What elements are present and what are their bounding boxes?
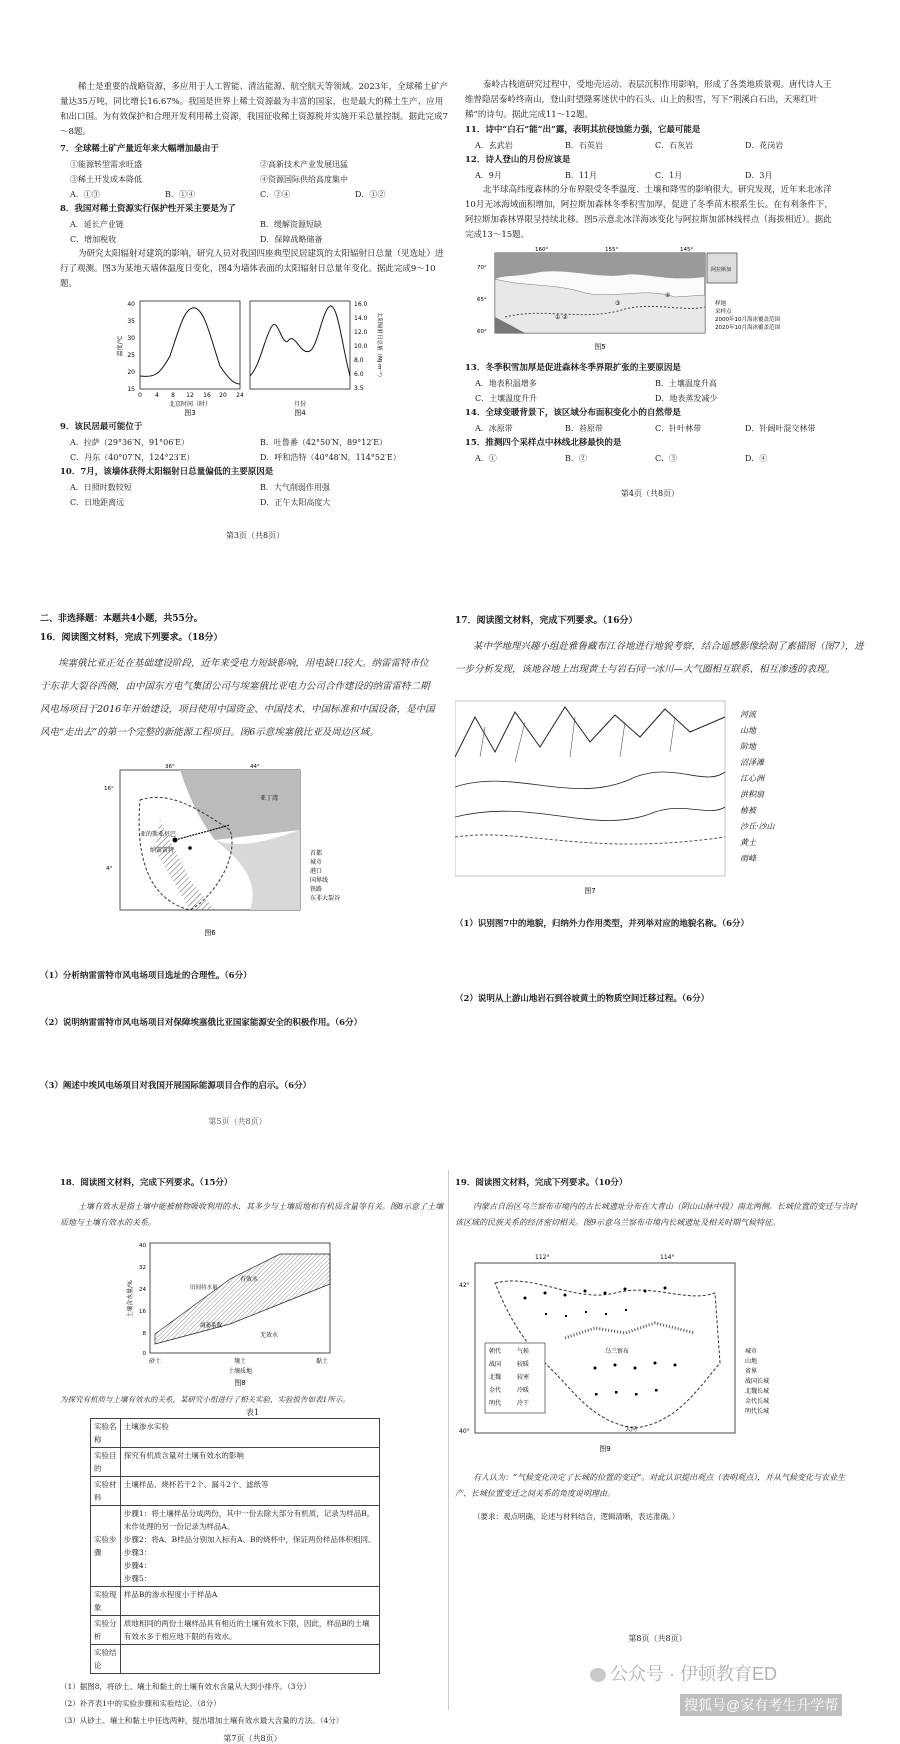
svg-text:气候: 气候 [517,1348,530,1355]
q10-options: A．日照时数较短 B．大气削弱作用强 C．日地距离远 D．正午太阳高度大 [70,483,331,507]
question-9: 9．该民居最可能位于 [60,422,143,432]
page-8 [455,1160,860,1726]
svg-text:24: 24 [139,1287,146,1293]
question-18: 18．阅读图文材料，完成下列要求。（15分） [60,1178,233,1188]
svg-text:图4: 图4 [294,409,306,416]
svg-text:金代长城: 金代长城 [745,1398,770,1405]
page-4 [465,0,835,580]
svg-text:24: 24 [236,392,244,399]
svg-text:江心洲: 江心洲 [740,773,764,783]
figure-7-sketch [455,697,870,897]
figure-9-map [455,1243,860,1458]
question-13: 13．冬季积雪加厚是促进森林冬季界限扩张的主要原因是 [465,363,681,373]
svg-text:有效水: 有效水 [240,1276,259,1283]
svg-text:图6: 图6 [204,928,216,937]
page-3 [60,0,450,580]
svg-text:④: ④ [665,292,671,299]
page-6 [455,600,870,1160]
svg-text:20: 20 [127,369,135,376]
svg-text:10.0: 10.0 [354,343,368,350]
svg-text:乌兰察布: 乌兰察布 [605,1348,630,1355]
svg-text:山地: 山地 [740,725,756,735]
svg-text:16: 16 [203,392,211,399]
passage-claim: 有人认为：“气候变化决定了长城的位置的变迁”。对此认识提出观点（表明观点），并从气候变化与农业生产、长城位置变迁之间关系的角度说明理由。 [455,1473,846,1498]
svg-text:30: 30 [127,335,135,342]
svg-text:阿拉斯加: 阿拉斯加 [711,267,732,273]
svg-text:4: 4 [155,392,159,399]
passage-rare-earth: 稀土是重要的战略资源，多应用于人工智能、清洁能源、航空航天等领域。2023年，全球稀土矿产量达35万吨，同比增长16.67%。我国是世界上稀土资源最为丰富的国家，也是最大的稀土生产、应用和出口国。为有效保护和合理开发利用稀土资源，我国征收稀土资源税并实施开采总量控制。据此完成7～8题。 [60,82,449,137]
subquestion-16-3: （3）阐述中埃风电场项目对我国开展国际能源项目合作的启示。（6分） [40,1080,312,1091]
svg-text:土壤质地: 土壤质地 [227,1368,253,1375]
svg-text:凋萎系数: 凋萎系数 [200,1323,223,1329]
fig4-chart [250,301,384,416]
svg-text:14.0: 14.0 [354,315,368,322]
svg-text:城市: 城市 [745,1348,758,1355]
page-number: 第3页（共8页） [225,531,285,540]
page-7 [60,1160,445,1743]
svg-text:田间持水量: 田间持水量 [190,1285,218,1291]
table-row: 实验目的 探究有机质含量对土壤有效水的影响 [91,1448,380,1477]
svg-text:25: 25 [127,352,135,359]
svg-text:植被: 植被 [740,805,756,815]
svg-text:16: 16 [139,1309,146,1315]
svg-text:图5: 图5 [594,343,606,351]
figure-6-map [40,760,435,945]
svg-text:16°: 16° [104,785,114,792]
q15-options: A．① B．② C．③ D．④ [475,454,768,463]
svg-text:温度/℃: 温度/℃ [117,335,124,357]
svg-text:战国: 战国 [489,1361,502,1368]
svg-text:洪积扇: 洪积扇 [740,789,764,799]
question-17: 17．阅读图文材料，完成下列要求。（16分） [455,616,638,626]
svg-text:北魏: 北魏 [489,1374,502,1381]
svg-text:20: 20 [219,392,227,399]
question-15: 15．推测四个采样点中林线北移最快的是 [465,438,622,448]
svg-text:大同: 大同 [625,1426,638,1433]
question-14: 14．全球变暖背景下，该区域分布面积变化小的自然带是 [465,408,681,418]
svg-text:图9: 图9 [599,1445,611,1453]
question-16: 16．阅读图文材料，完成下列要求。（18分） [40,633,223,643]
page-number: 第8页（共8页） [628,1634,687,1643]
svg-text:城市: 城市 [310,858,323,866]
svg-text:明代长城: 明代长城 [745,1408,770,1415]
svg-text:壤土: 壤土 [233,1358,247,1365]
svg-text:亚的斯亚贝巴: 亚的斯亚贝巴 [140,830,177,838]
section-heading: 二、非选择题：本题共4小题，共55分。 [40,614,203,624]
svg-text:112°: 112° [535,1254,550,1261]
svg-text:图3: 图3 [184,409,196,416]
svg-text:12.0: 12.0 [354,329,368,336]
svg-text:70°: 70° [477,265,487,271]
svg-text:③: ③ [615,300,621,307]
svg-text:东非大裂谷: 东非大裂谷 [310,894,341,902]
svg-text:金代: 金代 [489,1387,502,1394]
figure-3-4 [60,296,450,416]
svg-text:0: 0 [138,392,142,399]
question-19: 19．阅读图文材料，完成下列要求。（10分） [455,1178,628,1188]
svg-text:60°: 60° [477,329,487,335]
svg-text:图7: 图7 [584,886,596,895]
svg-text:114°: 114° [660,1254,675,1261]
svg-text:冷暖: 冷暖 [517,1387,530,1394]
q12-options: A．9月 B．11月 C．1月 D．3月 [475,171,773,180]
figure-8-chart [60,1239,445,1389]
table-row: 实验名称 土壤渗水实验 [91,1419,380,1448]
page-number: 第7页（共8页） [223,1734,282,1743]
svg-text:40: 40 [139,1243,146,1249]
svg-text:65°: 65° [477,297,487,303]
question-10: 10．7月，该墙体获得太阳辐射日总量偏低的主要原因是 [60,467,274,477]
page-divider [448,1170,449,1710]
svg-text:8: 8 [171,392,175,399]
page-number: 第5页（共8页） [208,1116,267,1126]
page-5 [40,600,435,1160]
svg-text:2020年10月海冰覆盖范围: 2020年10月海冰覆盖范围 [715,325,780,331]
passage-alaska: 北半球高纬度森林的分布界限受冬季温度、土壤和降雪的影响很大。研究发现，近年来北冰洋10月无冰海域面积增加，阿拉斯加森林冬季积雪加厚，促进了冬季苗木根系生长。在有利条件下，阿拉斯加森林界限呈持续北移。图5示意北冰洋海冰变化与阿拉斯加部林线样点（海拔相近）。据此完成13～15题。 [465,185,833,240]
sohu-watermark: 搜狐号@家有考生升学帮 [680,1694,842,1716]
page-number: 第4页（共8页） [620,489,680,498]
subquestion-17-2: （2）说明从上游山地岩石到谷坡黄土的物质空间迁移过程。（6分） [455,993,710,1004]
svg-text:阶地: 阶地 [740,741,756,751]
svg-text:北魏长城: 北魏长城 [745,1388,770,1395]
q8-options: A．延长产业链 B．缓解资源短缺 C．增加税收 D．保障战略储备 [70,220,323,244]
svg-text:无效水: 无效水 [260,1332,279,1339]
passage-soil: 土壤有效水是指土壤中能被植物吸收利用的水，其多少与土壤质地和有机质含量等有关。图8示意了土壤质地与土壤有效水的关系。 [60,1202,444,1227]
q7-items: ①能源转型需求旺盛 ②高新技术产业发展迅猛 ③稀土开发成本降低 ④资源国际供给高度集中 [70,160,348,184]
svg-text:42°: 42° [459,1282,470,1289]
svg-text:155°: 155° [605,247,619,253]
question-8: 8．我国对稀土资源实行保护性开采主要是为了 [60,204,236,214]
svg-text:采样点: 采样点 [715,309,732,315]
svg-text:黏土: 黏土 [315,1358,329,1365]
svg-text:0: 0 [142,1351,146,1357]
table-row: 实验现象 样品B的渗水程度小于样品A [91,1587,380,1616]
table-row: 实验结论 [91,1645,380,1674]
table-1 [90,1418,380,1674]
svg-text:省界: 省界 [745,1368,758,1375]
svg-text:40: 40 [127,301,135,308]
svg-text:沼泽滩: 沼泽滩 [740,757,764,767]
question-7: 7．全球稀土矿产量近年来大幅增加最由于 [60,144,219,154]
wechat-icon [590,1668,606,1682]
figure-5-map [465,247,835,357]
svg-text:首都: 首都 [310,849,323,857]
fig3-chart [116,301,244,416]
svg-text:44°: 44° [250,763,260,770]
q9-options: A．拉萨（29°36′N，91°06′E） B．吐鲁番（42°50′N，89°12′E） C．丹东（40°07′N，124°23′E） D．呼和浩特（40°48′N，114°52′E） [70,438,401,462]
subquestion-18-3: （3）从砂土、壤土和黏土中任选两种，提出增加土壤有效水最大含量的方法。（4分） [60,1716,344,1725]
svg-text:8.0: 8.0 [354,357,364,364]
subquestion-18-1: （1）据图8，将砂土、壤土和黏土的土壤有效水含量从大到小排序。（3分） [60,1682,311,1691]
svg-text:较暖: 较暖 [517,1361,530,1368]
svg-text:黄土: 黄土 [740,837,756,847]
question-11: 11．诗中“白石”能“出”露，表明其抗侵蚀能力强，它最可能是 [465,125,701,135]
passage-experiment: 为探究有机质与土壤有效水的关系，某研究小组进行了相关实验，实验报告如表1所示。 [60,1395,350,1404]
svg-text:山地: 山地 [745,1358,758,1365]
table-row: 实验步骤 步骤1：将土壤样品分成两份，其中一份去除大部分有机质，记录为样品B，未作处理的另一份记录为样品A。 步骤2：将A、B样品分别加入标有A、B的烧杯中，保证两份样品体积相同。 步骤3： 步骤4： 步骤5： [91,1506,380,1587]
svg-text:北京时间（时）: 北京时间（时） [168,401,212,408]
svg-text:36°: 36° [165,763,175,770]
passage-valley: 某中学地理兴趣小组赴雅鲁藏布江谷地进行地貌考察，结合遥感影像绘制了素描图（图7），进一步分析发现，该地谷地上出现黄土与岩石同一冰川—大气圈相互联系、相互渗透的表现。 [455,641,864,675]
svg-text:15: 15 [127,386,135,393]
svg-text:朝代: 朝代 [489,1348,502,1355]
table-title: 表1 [245,1408,260,1417]
svg-text:样地: 样地 [715,301,727,307]
svg-text:35: 35 [127,318,135,325]
passage-ethiopia: 埃塞俄比亚正处在基础建设阶段，近年来受电力短缺影响，用电缺口较大。纳雷雷特市位于东非大裂谷西侧，由中国东方电气集团公司与埃塞俄比亚电力公司合作建设的纳雷雷特二期风电场项目于2016年开始建设，项目使用中国资金、中国技术、中国标准和中国设备，是中国风电“走出去”的第一个完整的新能源工程项目。图6示意埃塞俄比亚及周边区域。 [40,658,435,738]
svg-text:6.0: 6.0 [354,371,364,378]
table-row: 实验材料 土壤样品、烧杯若干2个、漏斗2个、滤纸等 [91,1477,380,1506]
wechat-watermark: 公众号 · 伊顿教育ED [590,1660,777,1686]
svg-text:河流: 河流 [740,709,756,719]
svg-text:港口: 港口 [310,867,323,875]
svg-text:亚丁湾: 亚丁湾 [260,794,279,802]
svg-text:较寒: 较寒 [517,1374,530,1381]
svg-text:铁路: 铁路 [310,885,323,893]
question-12: 12．诗人登山的月份应该是 [465,155,571,165]
svg-text:160°: 160° [535,247,549,253]
q13-options: A．地表积温增多 B．土壤温度升高 C．土壤温度升升 D．地表蒸发减少 [475,379,718,403]
svg-text:145°: 145° [680,247,694,253]
subquestion-18-2: （2）补齐表1中的实验步骤和实验结论。（8分） [60,1699,221,1708]
svg-text:月份: 月份 [293,401,307,408]
passage-qinling: 泰岭古栈道研究过程中，受地壳运动、表层沉积作用影响，形成了各类地质景观。唐代诗人王维曾隐居泰岭终南山，登山时望隆雾迷伏中的石头、山上的积雪，写下“荆溪白石出，天寒红叶稀”的诗句。据此完成11～12题。 [465,80,832,120]
passage-great-wall: 内蒙古自治区乌兰察布市境内的古长城遗址分布在大青山（阴山山脉中段）南北两侧。长城位置的变迁与当时该区域的民族关系的经济密切相关。图9示意乌兰察布市境内长城遗址及相关时期气候特征。 [455,1202,857,1227]
svg-text:冷干: 冷干 [517,1400,530,1407]
svg-text:雨峰: 雨峰 [740,853,756,863]
svg-text:① ②: ① ② [555,314,568,321]
svg-text:太阳辐射日总量（MJ·m⁻²）: 太阳辐射日总量（MJ·m⁻²） [376,311,382,381]
q14-options: A．冰原带 B．苔原带 C．针叶林带 D．针阔叶混交林带 [475,424,816,433]
q7-options: A．①③ B．①④ C．②④ D．①② [70,190,386,199]
subquestion-17-1: （1）识别图7中的地貌，归纳外力作用类型，并列举对应的地貌名称。（6分） [455,918,749,929]
subquestion-16-1: （1）分析纳雷雷特市风电场项目选址的合理性。（6分） [40,970,252,981]
svg-text:8: 8 [142,1331,146,1337]
svg-text:沙丘·沙山: 沙丘·沙山 [740,821,775,831]
svg-text:2000年10月海冰覆盖范围: 2000年10月海冰覆盖范围 [715,317,780,323]
svg-text:土壤含水量/%: 土壤含水量/% [127,1280,134,1318]
svg-text:4°: 4° [106,865,113,872]
svg-text:明代: 明代 [489,1400,502,1407]
subquestion-16-2: （2）说明纳雷雷特市风电场项目对保障埃塞俄比亚国家能源安全的积极作用。（6分） [40,1017,363,1028]
svg-text:40°: 40° [459,1428,470,1435]
svg-text:3.5: 3.5 [354,385,364,392]
svg-text:纳雷雷特: 纳雷雷特 [150,846,175,854]
svg-text:图8: 图8 [234,1379,246,1387]
passage-radiation: 为研究太阳辐射对建筑的影响，研究人员对我国四座典型民居建筑的太阳辐射日总量（见选址）进行了观测。图3为某地天墙体温度日变化，图4为墙体表面的太阳辐射日总量年变化。据此完成9～10题。 [60,249,444,289]
svg-text:16.0: 16.0 [354,301,368,308]
svg-text:12: 12 [186,392,194,399]
svg-text:国界线: 国界线 [310,876,329,884]
svg-text:战国长城: 战国长城 [745,1378,770,1385]
q11-options: A．玄武岩 B．石英岩 C．石灰岩 D．花岗岩 [475,141,784,150]
table-row: 实验分析 质地相同的两份土壤样品具有相近的土壤有效水下限，因此，样品B的土壤有效水多于相应地下限的有效水。 [91,1616,380,1645]
svg-text:砂土: 砂土 [148,1358,162,1365]
answer-requirement: （要求：观点明确，论述与材料结合，逻辑清晰，表达准确。） [473,1512,680,1521]
svg-text:32: 32 [139,1265,146,1271]
